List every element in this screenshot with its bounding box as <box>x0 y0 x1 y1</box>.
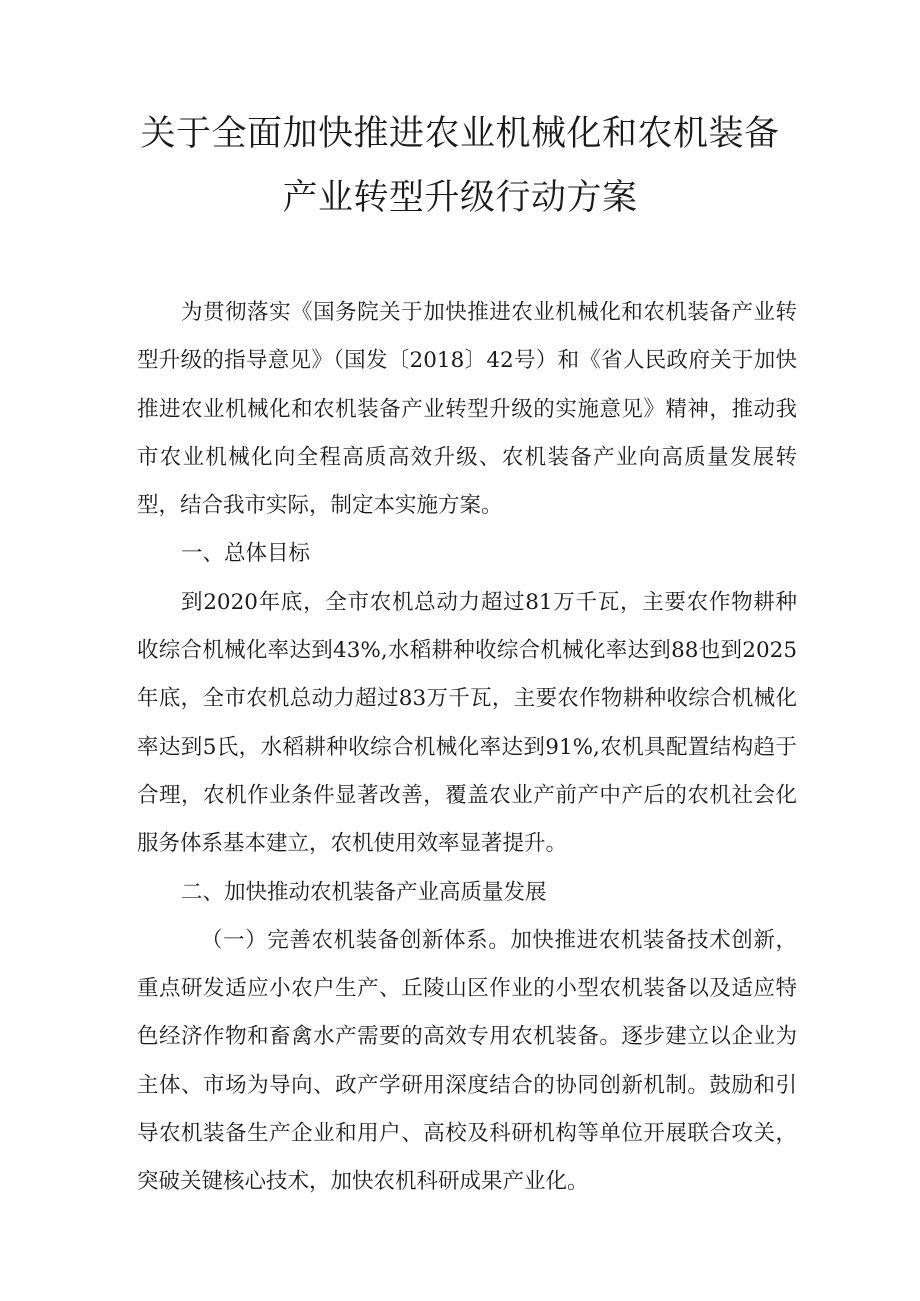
document-title-line-2: 产业转型升级行动方案 <box>282 178 638 218</box>
document-body <box>137 289 797 1207</box>
section-1-heading: 一、总体目标 <box>181 541 311 567</box>
section-1-paragraph: 到2020年底，全市农机总动力超过81万千瓦，主要农作物耕种收综合机械化率达到43%,水稻耕种收综合机械化率达到88也到2025年底，全市农机总动力超过83万千瓦，主要农作物耕种收综合机械化率达到5氏，水稻耕种收综合机械化率达到91%,农机具配置结构趋于合理，农机作业条件显著改善，覆盖农业产前产中产后的农机社会化服务体系基本建立，农机使用效率显著提升。 <box>137 589 797 857</box>
section-2-subsection-1: （一）完善农机装备创新体系。加快推进农机装备技术创新，重点研发适应小农户生产、丘陵山区作业的小型农机装备以及适应特色经济作物和畜禽水产需要的高效专用农机装备。逐步建立以企业为主体、市场为导向、政产学研用深度结合的协同创新机制。鼓励和引导农机装备生产企业和用户、高校及科研机构等单位开展联合攻关，突破关键核心技术，加快农机科研成果产业化。 <box>137 927 797 1195</box>
intro-paragraph: 为贯彻落实《国务院关于加快推进农业机械化和农机装备产业转型升级的指导意见》（国发〔2018〕42号）和《省人民政府关于加快推进农业机械化和农机装备产业转型升级的实施意见》精神，推动我市农业机械化向全程高质高效升级、农机装备产业向高质量发展转型，结合我市实际，制定本实施方案。 <box>137 300 797 519</box>
section-2-heading: 二、加快推动农机装备产业高质量发展 <box>181 879 547 905</box>
document-title-line-1: 关于全面加快推进农业机械化和农机装备 <box>140 114 780 154</box>
